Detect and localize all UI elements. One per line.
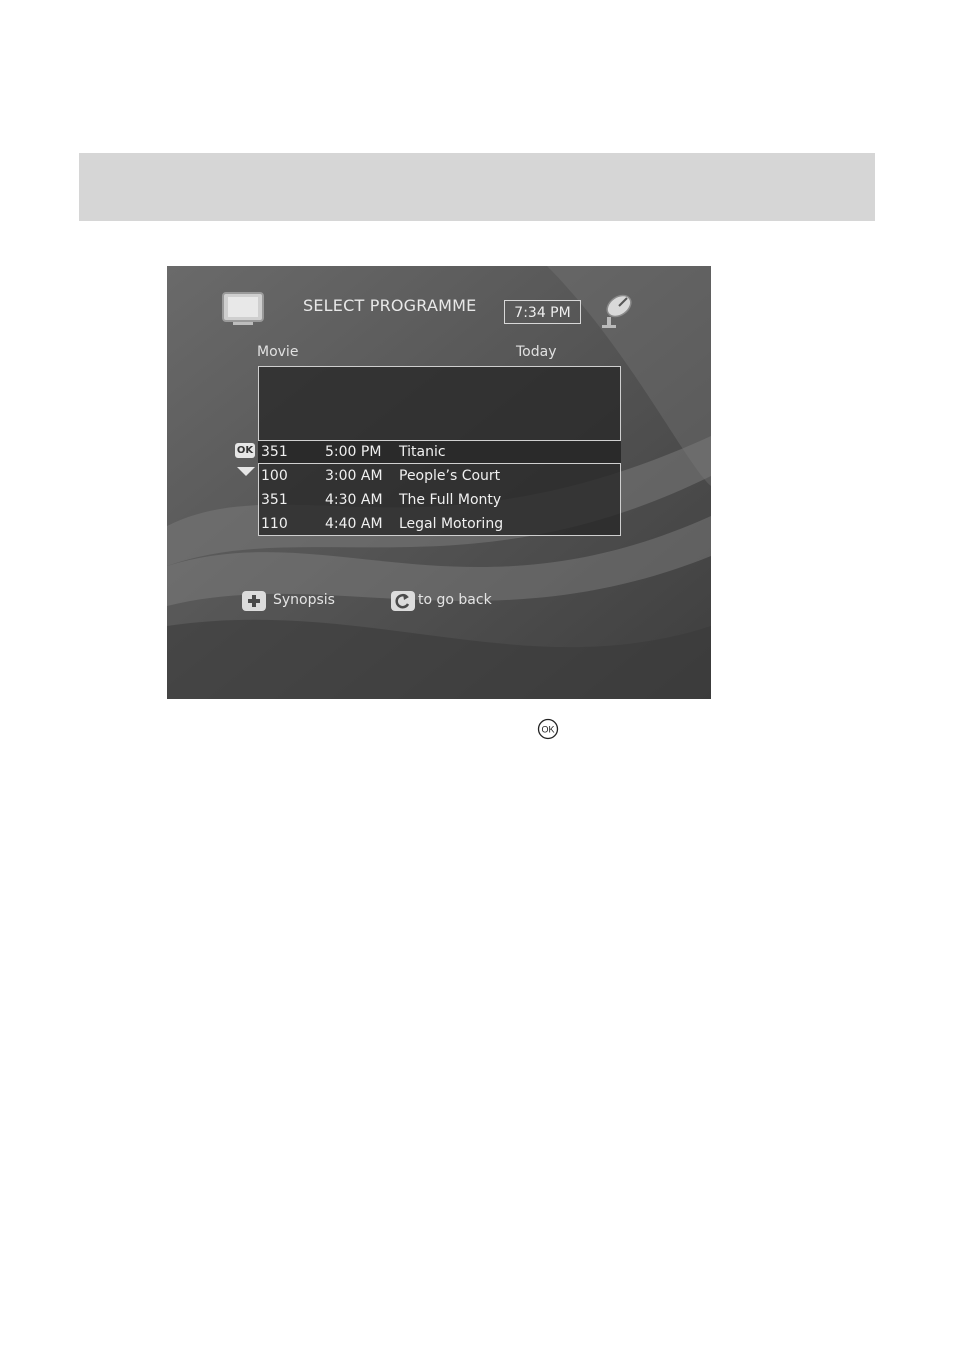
programme-title: People’s Court: [399, 468, 501, 484]
programme-row-selected[interactable]: [258, 440, 621, 464]
programme-channel: 351: [261, 492, 288, 508]
back-hint: to go back: [418, 592, 492, 608]
programme-row[interactable]: [258, 465, 621, 489]
programme-channel: 100: [261, 468, 288, 484]
satellite-dish-icon: [597, 290, 637, 330]
programme-row[interactable]: [258, 489, 621, 513]
category-label: Movie: [257, 344, 299, 360]
plus-key-icon[interactable]: [242, 591, 266, 611]
programme-time: 3:00 AM: [325, 468, 383, 484]
scroll-down-arrow-icon[interactable]: [237, 467, 255, 476]
synopsis-hint: Synopsis: [273, 592, 335, 608]
programme-title: Legal Motoring: [399, 516, 504, 532]
tv-screen: [167, 266, 711, 699]
programme-time: 4:40 AM: [325, 516, 383, 532]
tv-icon: [221, 291, 265, 327]
header-band: [79, 153, 875, 221]
clock-display: 7:34 PM: [504, 300, 581, 324]
programme-channel: 110: [261, 516, 288, 532]
programme-channel: 351: [261, 444, 288, 460]
programme-row[interactable]: [258, 513, 621, 537]
back-key-icon[interactable]: [391, 591, 415, 611]
programme-time: 5:00 PM: [325, 444, 382, 460]
programme-title: Titanic: [399, 444, 446, 460]
day-label: Today: [516, 344, 557, 360]
programme-time: 4:30 AM: [325, 492, 383, 508]
ok-button-icon: [537, 718, 559, 740]
ok-badge-icon: OK: [236, 445, 254, 456]
page-title: SELECT PROGRAMME: [303, 296, 477, 315]
ok-symbol-text: OK: [541, 724, 555, 735]
programme-title: The Full Monty: [399, 492, 502, 508]
